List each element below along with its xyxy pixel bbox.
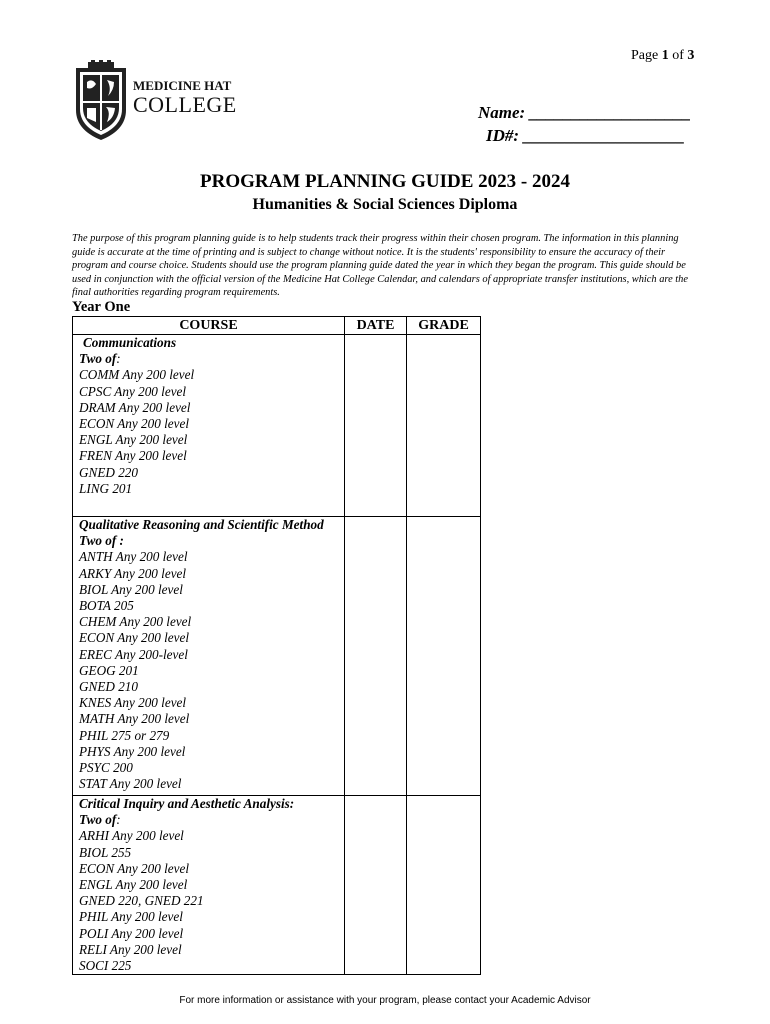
grade-column-header: GRADE [407, 317, 481, 335]
course-list [79, 828, 344, 974]
date-cell[interactable] [345, 796, 407, 975]
svg-text:MEDICINE HAT: MEDICINE HAT [133, 78, 232, 93]
footer-note: For more information or assistance with your program, please contact your Academic Advisor [179, 995, 591, 1006]
list-item: ECON Any 200 level [79, 416, 189, 432]
list-item: ECON Any 200 level [79, 630, 189, 646]
list-item: GEOG 201 [79, 662, 139, 678]
list-item: SOCI 225 [79, 958, 132, 974]
course-group-communications [73, 335, 344, 497]
list-item: POLI Any 200 level [79, 925, 184, 941]
list-item: PHIL Any 200 level [79, 909, 183, 925]
course-table [72, 316, 481, 975]
course-column-header: COURSE [73, 317, 345, 335]
list-item: FREN Any 200 level [79, 448, 187, 464]
list-item: KNES Any 200 level [79, 695, 187, 711]
course-list [79, 549, 344, 792]
course-list [79, 367, 344, 497]
list-item: GNED 210 [79, 679, 138, 695]
college-crest-icon [74, 60, 264, 142]
intro-paragraph: The purpose of this program planning guide is to help students track their progress within their chosen program. The information in this planning guide is accurate at the time of printing and is subject to change without notice. It is the students' responsibility to ensure the accuracy of their program and course choice. Students should use the program planning guide dated the year in which they began the program. This guide should be used in conjunction with the official version of the Medicine Hat College Calendar, and calendars of appropriate transfer institutions, which are the final authorities regarding program requirements. [72, 233, 688, 298]
id-field[interactable]: ID#: ___________________ [486, 126, 685, 145]
program-subtitle: Humanities & Social Sciences Diploma [252, 196, 518, 213]
date-cell[interactable] [345, 335, 407, 517]
list-item: STAT Any 200 level [79, 776, 182, 792]
list-item: COMM Any 200 level [79, 367, 195, 383]
list-item: ECON Any 200 level [79, 860, 189, 876]
list-item: RELI Any 200 level [79, 941, 182, 957]
list-item: ARHI Any 200 level [79, 828, 184, 844]
group-title: Qualitative Reasoning and Scientific Method [79, 517, 324, 532]
list-item: BIOL 255 [79, 844, 132, 860]
date-cell[interactable] [345, 517, 407, 796]
list-item: GNED 220 [79, 464, 138, 480]
list-item: BOTA 205 [79, 598, 134, 614]
group-choose: Two of: [79, 351, 121, 367]
list-item: LING 201 [79, 480, 133, 496]
list-item: GNED 220, GNED 221 [79, 893, 204, 909]
list-item: ENGL Any 200 level [79, 432, 188, 448]
list-item: DRAM Any 200 level [79, 399, 191, 415]
table-row [73, 335, 481, 517]
page-title: PROGRAM PLANNING GUIDE 2023 - 2024 [200, 171, 570, 192]
college-logo [74, 60, 264, 142]
grade-cell[interactable] [407, 335, 481, 517]
svg-text:COLLEGE: COLLEGE [133, 92, 237, 117]
table-row [73, 796, 481, 975]
course-group-critical-inquiry [73, 796, 344, 974]
course-group-qualitative-reasoning [73, 517, 344, 792]
list-item: ARKY Any 200 level [79, 565, 187, 581]
list-item: CHEM Any 200 level [79, 614, 192, 630]
name-field[interactable]: Name: ___________________ [478, 103, 691, 122]
year-heading: Year One [72, 299, 131, 315]
list-item: PHYS Any 200 level [79, 743, 186, 759]
group-choose: Two of: [79, 812, 121, 828]
group-choose: Two of : [79, 533, 124, 549]
list-item: PSYC 200 [79, 760, 133, 776]
list-item: ANTH Any 200 level [79, 549, 188, 565]
list-item: ENGL Any 200 level [79, 877, 188, 893]
grade-cell[interactable] [407, 796, 481, 975]
list-item: PHIL 275 or 279 [79, 727, 170, 743]
list-item: BIOL Any 200 level [79, 581, 183, 597]
grade-cell[interactable] [407, 517, 481, 796]
table-row [73, 517, 481, 796]
date-column-header: DATE [345, 317, 407, 335]
list-item: MATH Any 200 level [79, 711, 190, 727]
list-item: CPSC Any 200 level [79, 383, 187, 399]
page-number: Page 1 of 3 [631, 48, 695, 63]
group-title: Communications [83, 335, 177, 350]
student-info [478, 101, 691, 147]
list-item: EREC Any 200-level [79, 646, 188, 662]
group-title: Critical Inquiry and Aesthetic Analysis: [79, 796, 295, 811]
table-header-row [73, 317, 481, 335]
